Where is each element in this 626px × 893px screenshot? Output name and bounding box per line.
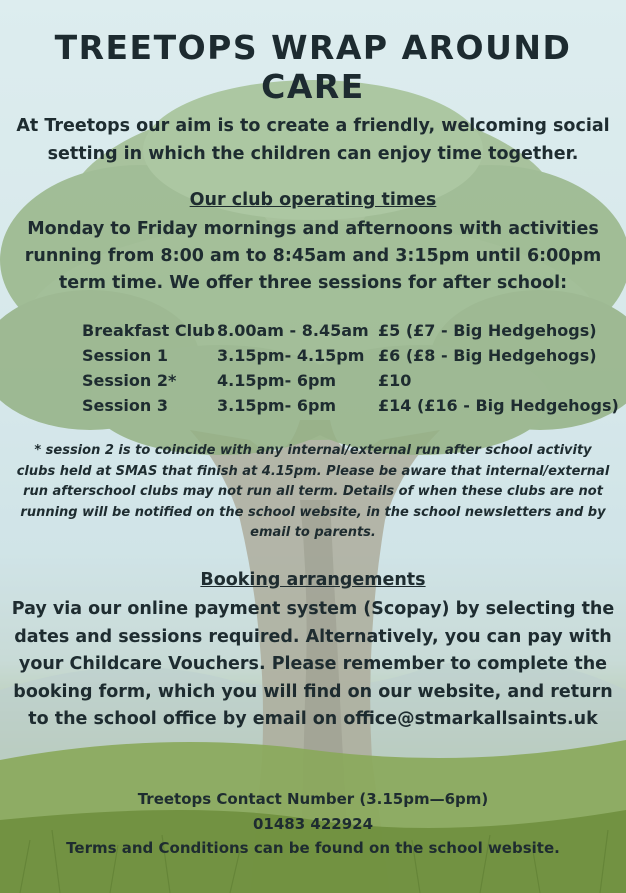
sessions-table: [82, 318, 619, 418]
contact-section: [0, 787, 626, 861]
session-row: [82, 393, 619, 418]
session-price: £6 (£8 - Big Hedgehogs): [378, 346, 597, 365]
session-time: 4.15pm- 6pm: [217, 371, 337, 390]
club-times-heading: Our club operating times: [189, 190, 437, 210]
session-price: £5 (£7 - Big Hedgehogs): [378, 321, 597, 340]
session-price: £14 (£16 - Big Hedgehogs): [378, 396, 619, 415]
session-2-footnote: * session 2 is to coincide with any internal/external run after school activity clubs held at SMAS that finish at 4.15pm. Please be aware that internal/external run afterschool clubs may not run all term. Details of when these clubs are not running will be notified on the school website, in the school newsletters and by email to parents.: [16, 443, 610, 540]
session-name: Session 2*: [82, 371, 177, 390]
flyer-title: TREETOPS WRAP AROUND CARE: [54, 28, 572, 106]
session-row: [82, 343, 619, 368]
session-time: 3.15pm- 4.15pm: [217, 346, 365, 365]
session-name: Session 3: [82, 396, 168, 415]
session-row: [82, 318, 619, 343]
session-name: Breakfast Club: [82, 321, 215, 340]
terms-note: Terms and Conditions can be found on the school website.: [66, 839, 560, 857]
session-name: Session 1: [82, 346, 168, 365]
intro-paragraph: At Treetops our aim is to create a friendly, welcoming social setting in which the children can enjoy time together.: [16, 116, 610, 164]
contact-label: Treetops Contact Number (3.15pm—6pm): [137, 790, 489, 808]
session-time: 8.00am - 8.45am: [217, 321, 369, 340]
session-row: [82, 368, 619, 393]
session-price: £10: [378, 371, 412, 390]
contact-phone: 01483 422924: [252, 814, 374, 833]
club-times-text: Monday to Friday mornings and afternoons with activities running from 8:00 am to 8:45am and 3:15pm until 6:00pm term time. We offer three sessions for after school:: [24, 219, 602, 293]
booking-text: Pay via our online payment system (Scopay) by selecting the dates and sessions required. Alternatively, you can pay with your Childcare Vouchers. Please remember to complete the booking form, which you will find on our website, and return to the school office by email on office@stmarkallsaints.uk: [11, 599, 615, 729]
session-time: 3.15pm- 6pm: [217, 396, 337, 415]
booking-heading: Booking arrangements: [200, 570, 426, 590]
